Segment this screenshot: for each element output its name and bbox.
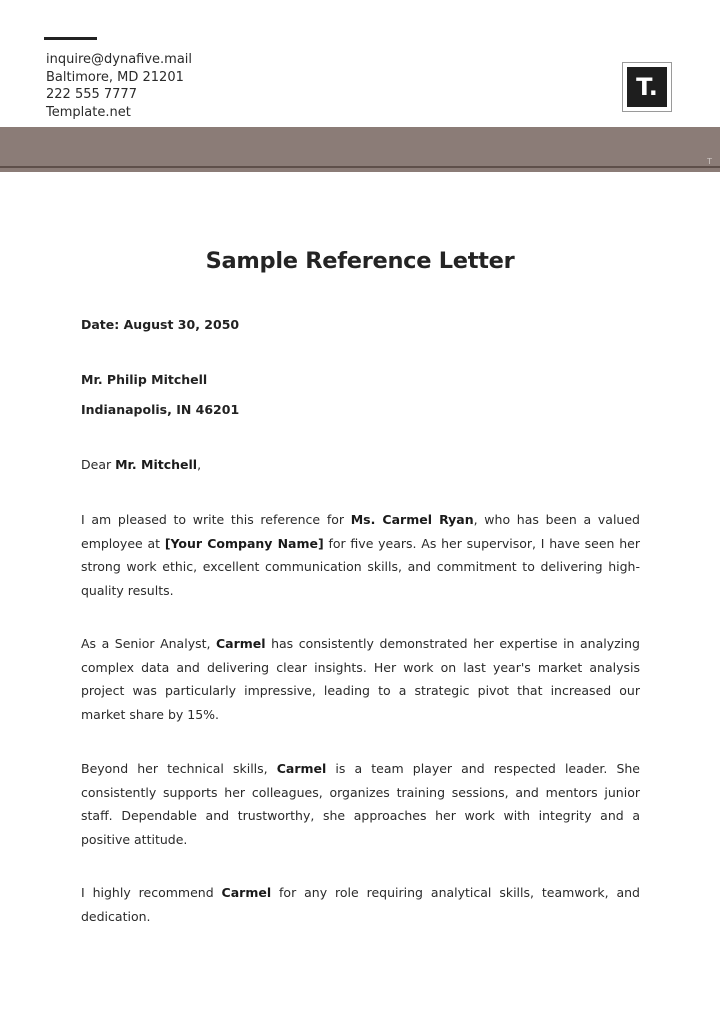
p4-text-a: I highly recommend bbox=[81, 885, 222, 900]
p1-company-name: [Your Company Name] bbox=[164, 535, 324, 551]
p1-text-a: I am pleased to write this reference for bbox=[81, 512, 351, 527]
recipient-address: Indianapolis, IN 46201 bbox=[81, 402, 240, 417]
body-paragraph-1 bbox=[81, 508, 640, 603]
salutation-suffix: , bbox=[197, 457, 202, 472]
p4-candidate-name: Carmel bbox=[221, 885, 272, 900]
contact-email: inquire@dynafive.mail bbox=[46, 52, 193, 67]
company-logo bbox=[622, 62, 672, 112]
letter-title: Sample Reference Letter bbox=[205, 248, 515, 274]
p2-text-c: has consistently demonstrated her expertise in analyzing complex data and delivering clear insights. Her work on last year's market analysis project was particularly impressive, leading to a strategic pivot that increased our market share by 15%. bbox=[81, 636, 640, 723]
contact-website: Template.net bbox=[46, 104, 131, 120]
p1-text-c: , who has been a valued employee at bbox=[81, 512, 640, 551]
p3-text-c: is a team player and respected leader. She consistently supports her colleagues, organizes training sessions, and mentors junior staff. Dependable and trustworthy, she approaches her work with integrity and a positive attitude. bbox=[81, 761, 640, 848]
logo-mark: T. bbox=[627, 67, 667, 107]
p3-text-a: Beyond her technical skills, bbox=[81, 761, 277, 776]
p2-candidate-name: Carmel bbox=[216, 636, 266, 651]
contact-block bbox=[46, 51, 192, 121]
p3-candidate-name: Carmel bbox=[276, 761, 327, 776]
contact-phone: 222 555 7777 bbox=[46, 87, 137, 102]
band-watermark: T bbox=[707, 157, 712, 166]
p1-text-e: for five years. As her supervisor, I have seen her strong work ethic, excellent communication skills, and commitment to delivering high-quality results. bbox=[81, 535, 640, 599]
salutation bbox=[81, 457, 201, 472]
body-paragraph-3 bbox=[81, 757, 640, 852]
p1-candidate-name: Ms. Carmel Ryan bbox=[350, 512, 474, 527]
header-rule bbox=[44, 37, 97, 40]
contact-address: Baltimore, MD 21201 bbox=[46, 69, 184, 85]
body-paragraph-4 bbox=[81, 881, 640, 928]
header-band-line bbox=[0, 166, 720, 168]
p2-text-a: As a Senior Analyst, bbox=[81, 636, 216, 651]
body-paragraph-2 bbox=[81, 632, 640, 727]
salutation-name: Mr. Mitchell bbox=[115, 457, 198, 472]
recipient-name: Mr. Philip Mitchell bbox=[81, 372, 208, 387]
p4-text-c: for any role requiring analytical skills, teamwork, and dedication. bbox=[81, 885, 640, 924]
salutation-prefix: Dear bbox=[81, 457, 116, 472]
letter-date: Date: August 30, 2050 bbox=[81, 317, 240, 332]
